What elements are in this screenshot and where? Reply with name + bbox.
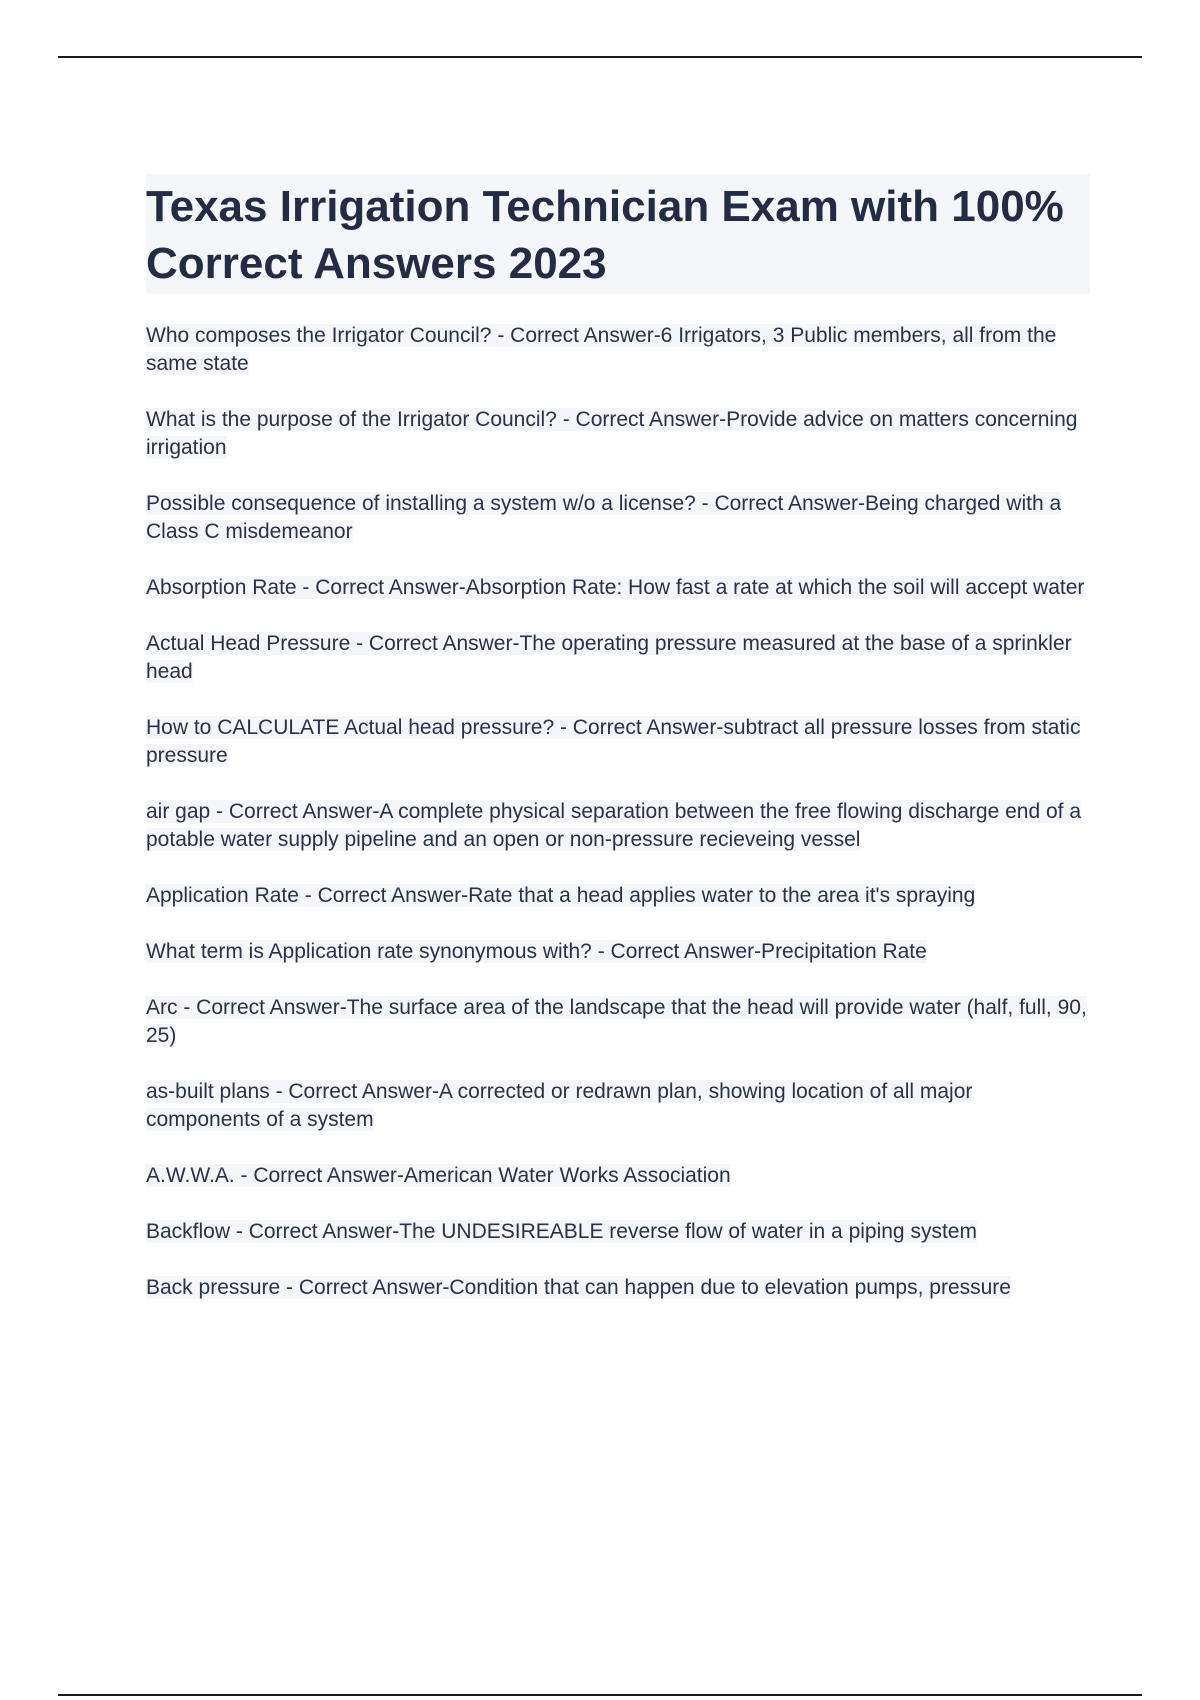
qa-item-text: Application Rate - Correct Answer-Rate that a head applies water to the area it's spraying bbox=[146, 884, 976, 907]
qa-item bbox=[146, 798, 1090, 854]
qa-item-text: A.W.W.A. - Correct Answer-American Water Works Association bbox=[146, 1164, 731, 1187]
qa-item bbox=[146, 490, 1090, 546]
qa-item-text: Who composes the Irrigator Council? - Correct Answer-6 Irrigators, 3 Public members, all from the same state bbox=[146, 324, 1057, 375]
qa-item-text: What term is Application rate synonymous with? - Correct Answer-Precipitation Rate bbox=[146, 940, 927, 963]
qa-item-text: Arc - Correct Answer-The surface area of the landscape that the head will provide water (half, full, 90, 25) bbox=[146, 996, 1087, 1047]
qa-item bbox=[146, 630, 1090, 686]
qa-item bbox=[146, 994, 1090, 1050]
qa-item bbox=[146, 406, 1090, 462]
qa-item bbox=[146, 574, 1090, 602]
document-title: Texas Irrigation Technician Exam with 100% Correct Answers 2023 bbox=[146, 174, 1090, 294]
qa-item-text: as-built plans - Correct Answer-A corrected or redrawn plan, showing location of all major components of a system bbox=[146, 1080, 973, 1131]
document-body bbox=[146, 174, 1090, 1330]
qa-item bbox=[146, 938, 1090, 966]
qa-item-text: air gap - Correct Answer-A complete physical separation between the free flowing discharge end of a potable water supply pipeline and an open or non-pressure recieveing vessel bbox=[146, 800, 1082, 851]
qa-item bbox=[146, 714, 1090, 770]
qa-item-text: Actual Head Pressure - Correct Answer-The operating pressure measured at the base of a sprinkler head bbox=[146, 632, 1072, 683]
qa-item-text: Back pressure - Correct Answer-Condition that can happen due to elevation pumps, pressure bbox=[146, 1276, 1011, 1299]
qa-item-text: Backflow - Correct Answer-The UNDESIREABLE reverse flow of water in a piping system bbox=[146, 1220, 977, 1243]
qa-item bbox=[146, 1218, 1090, 1246]
footer-rule bbox=[58, 1694, 1142, 1696]
qa-item bbox=[146, 322, 1090, 378]
qa-item-text: What is the purpose of the Irrigator Council? - Correct Answer-Provide advice on matters concerning irrigation bbox=[146, 408, 1078, 459]
qa-item bbox=[146, 1078, 1090, 1134]
qa-item bbox=[146, 1274, 1090, 1302]
qa-item-text: How to CALCULATE Actual head pressure? - Correct Answer-subtract all pressure losses from static pressure bbox=[146, 716, 1081, 767]
qa-item-text: Possible consequence of installing a system w/o a license? - Correct Answer-Being charged with a Class C misdemeanor bbox=[146, 492, 1062, 543]
qa-item bbox=[146, 882, 1090, 910]
qa-item-text: Absorption Rate - Correct Answer-Absorption Rate: How fast a rate at which the soil will accept water bbox=[146, 576, 1085, 599]
header-rule bbox=[58, 56, 1142, 58]
qa-item bbox=[146, 1162, 1090, 1190]
